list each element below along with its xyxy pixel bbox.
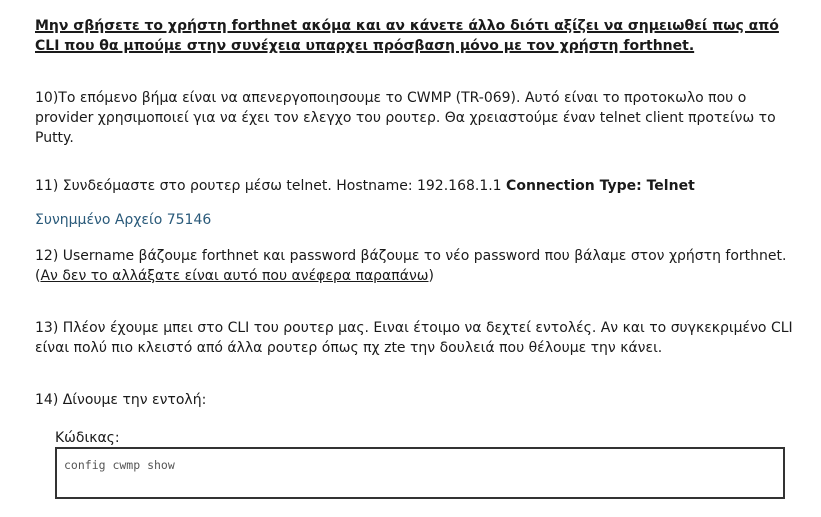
- step-12-note-open: (: [35, 268, 41, 284]
- step-11-text: 11) Συνδεόμαστε στο ρουτερ μέσω telnet. Hostname: 192.168.1.1: [35, 178, 507, 194]
- code-label: Κώδικας:: [55, 430, 120, 446]
- step-11-paragraph: [35, 176, 807, 196]
- step-11-connection-type: Connection Type: Telnet: [506, 178, 695, 194]
- step-12-paragraph: [35, 246, 807, 286]
- step-14-paragraph: 14) Δίνουμε την εντολή:: [35, 392, 207, 408]
- code-block[interactable]: [55, 447, 785, 499]
- warning-text: Μην σβήσετε το χρήστη forthnet ακόμα και αν κάνετε άλλο διότι αξίζει να σημειωθεί πως από CLI που θα μπούμε στην συνέχεια υπαρχει πρόσβαση μόνο με τον χρήστη forthnet.: [35, 18, 779, 54]
- step-10-paragraph: 10)Το επόμενο βήμα είναι να απενεργοποιησουμε το CWMP (TR-069). Αυτό είναι το προτοκωλο που ο provider χρησιμοποιεί για να έχει τον ελεγχο του ρουτερ. Θα χρειαστούμε έναν telnet client προτείνω το Putty.: [35, 90, 776, 146]
- step-12-note: Αν δεν το αλλάξατε είναι αυτό που ανέφερα παραπάνω: [40, 268, 429, 284]
- step-12-text: 12) Username βάζουμε forthnet και password βάζουμε το νέο password που βάλαμε στον χρήστη forthnet.: [35, 248, 787, 264]
- step-13-paragraph: 13) Πλέον έχουμε μπει στο CLI του ρουτερ μας. Ειναι έτοιμο να δεχτεί εντολές. Αν και το συγκεκριμένο CLI είναι πολύ πιο κλειστό από άλλα ρουτερ όπως πχ zte την δουλειά που θέλουμε την κάνει.: [35, 320, 793, 356]
- code-content: config cwmp show: [64, 458, 175, 472]
- attachment-link[interactable]: Συνημμένο Αρχείο 75146: [35, 212, 212, 228]
- step-12-note-close: ): [428, 268, 434, 284]
